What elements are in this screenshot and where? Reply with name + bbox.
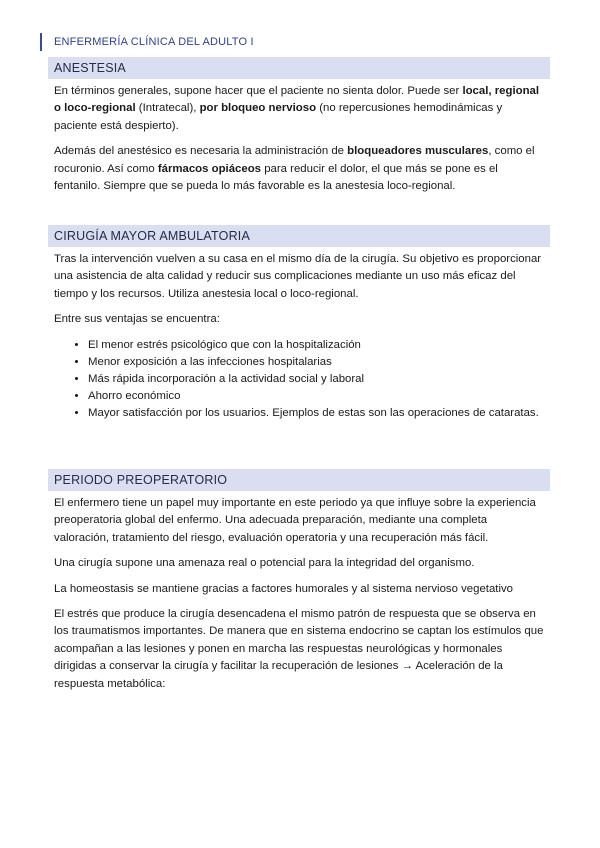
- list-item: • El menor estrés psicológico que con la hospitalización: [88, 337, 544, 354]
- section-cma: [48, 225, 550, 423]
- section-title: PERIODO PREOPERATORIO: [48, 469, 550, 491]
- list-item: • Ahorro económico: [88, 388, 544, 405]
- paragraph: El enfermero tiene un papel muy importante en este periodo ya que influye sobre la experiencia preoperatoria global del enfermo. Una adecuada preparación, mediante una completa valoración, tratamiento del riesgo, evaluación operatoria y una recuperación más fácil.: [54, 497, 536, 544]
- paragraph: La homeostasis se mantiene gracias a factores humorales y al sistema nervioso vegetativo: [54, 582, 514, 595]
- paragraph: Además del anestésico es necesaria la administración de bloqueadores musculares, como el rocuronio. Así como fármacos opiáceos para reducir el dolor, el que más se pone es el fentanilo. Siempre que se pueda lo más favorable es la anestesia loco-regional.: [54, 145, 535, 193]
- list-item: • Mayor satisfacción por los usuarios. Ejemplos de estas son las operaciones de cataratas.: [88, 405, 544, 422]
- paragraph: Una cirugía supone una amenaza real o potencial para la integridad del organismo.: [54, 557, 475, 570]
- section-title: ANESTESIA: [48, 57, 550, 79]
- section-title: CIRUGÍA MAYOR AMBULATORIA: [48, 225, 550, 247]
- section-preoperatorio: [48, 469, 550, 693]
- section-anestesia: [48, 57, 550, 195]
- paragraph: En términos generales, supone hacer que el paciente no sienta dolor. Puede ser local, regional o loco-regional (Intratecal), por bloqueo nervioso (no repercusiones hemodinámicas y paciente está despierto).: [54, 85, 540, 132]
- paragraph: Tras la intervención vuelven a su casa en el mismo día de la cirugía. Su objetivo es proporcionar una asistencia de alta calidad y reducir sus complicaciones mediante un uso más eficaz del tiempo y los recursos. Utiliza anestesia local o loco-regional.: [54, 253, 542, 300]
- paragraph: Entre sus ventajas se encuentra:: [54, 313, 220, 326]
- ventajas-list: [48, 337, 550, 423]
- list-item: • Menor exposición a las infecciones hospitalarias: [88, 354, 544, 371]
- list-item: • Más rápida incorporación a la actividad social y laboral: [88, 371, 544, 388]
- page-header: ENFERMERÍA CLÍNICA DEL ADULTO I: [40, 33, 254, 51]
- paragraph: El estrés que produce la cirugía desencadena el mismo patrón de respuesta que se observa en los traumatismos importantes. De manera que en sistema endocrino se captan los estímulos que acompañan a las lesiones y ponen en marcha las respuestas neurológicas y hormonales dirigidas a conservar la cirugía y facilitar la recuperación de lesiones → Aceleración de la respuesta metabólica:: [54, 608, 544, 690]
